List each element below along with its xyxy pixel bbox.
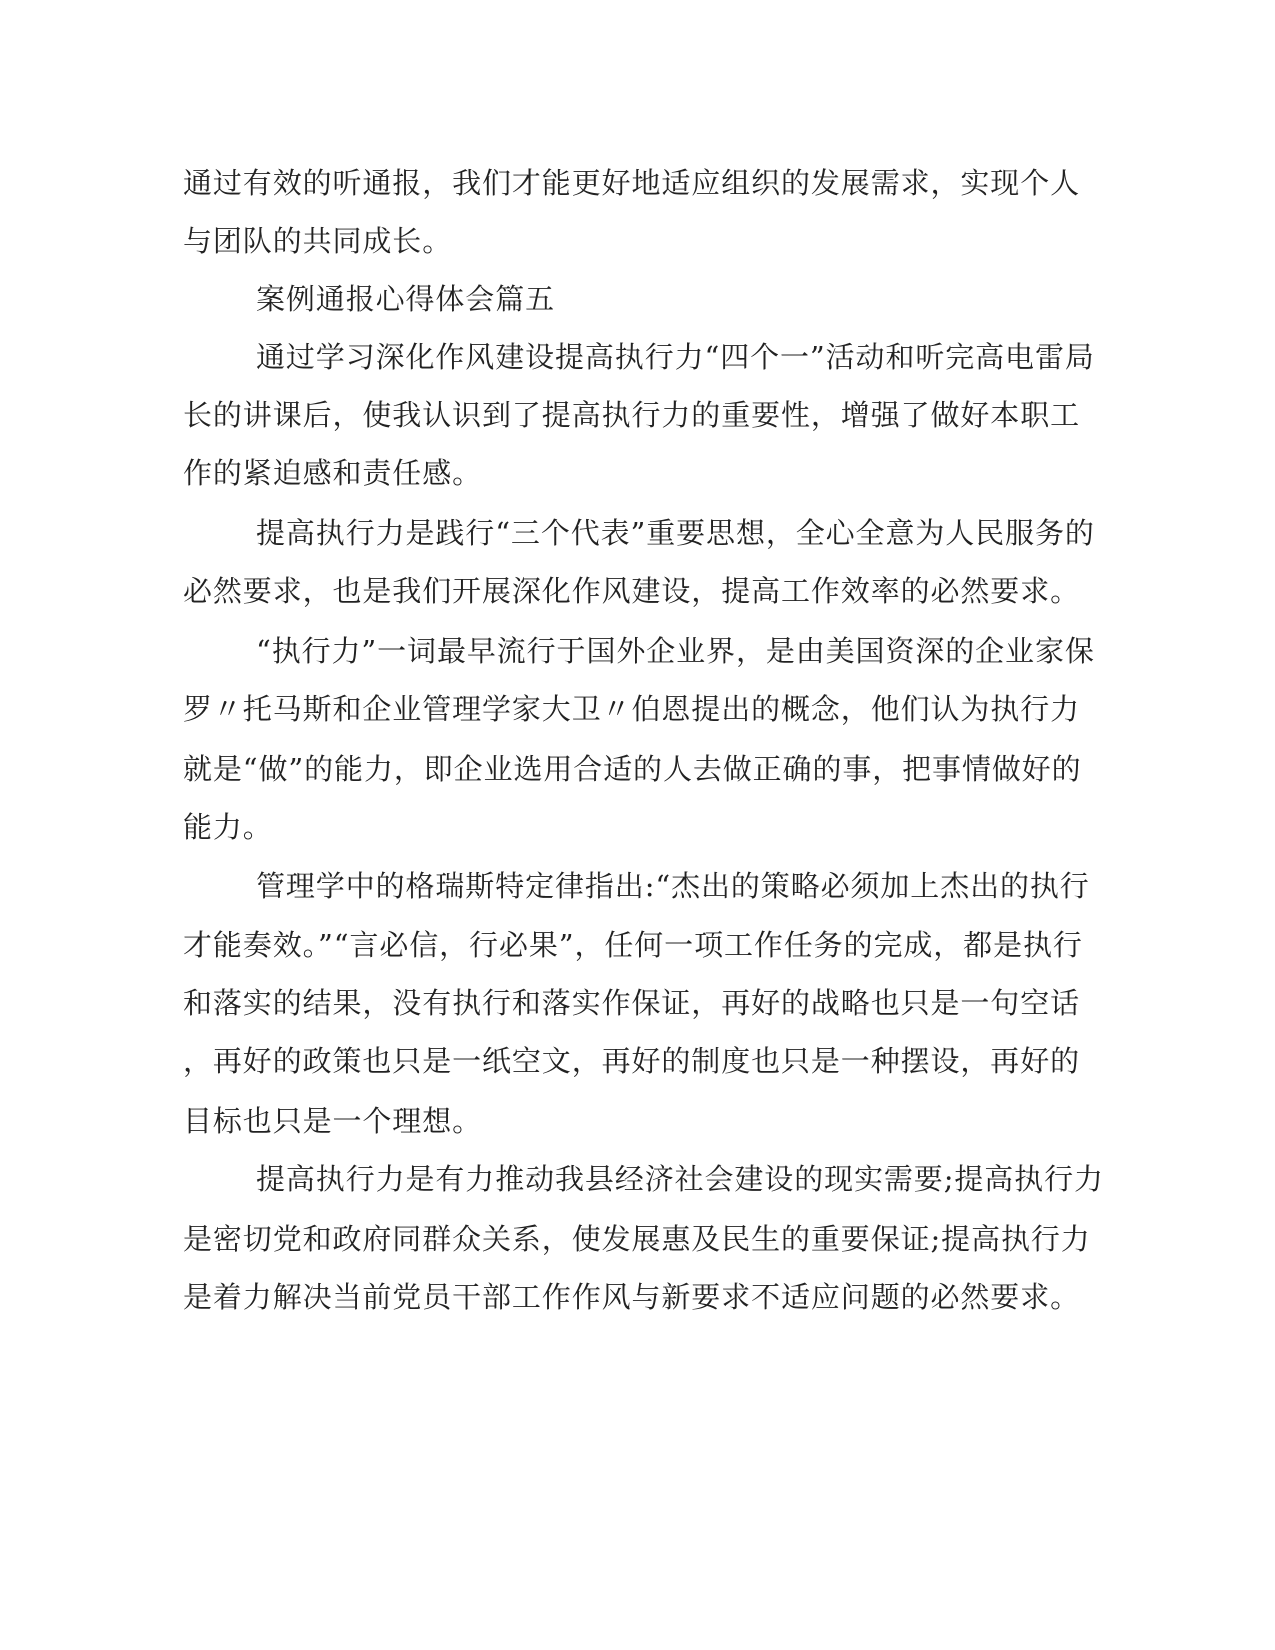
text-line: 必然要求，也是我们开展深化作风建设，提高工作效率的必然要求。 xyxy=(183,574,1081,608)
text-line: 与团队的共同成长。 xyxy=(183,224,453,258)
text-line: 目标也只是一个理想。 xyxy=(183,1104,483,1138)
text-line: 作的紧迫感和责任感。 xyxy=(183,456,483,490)
text-line: 通过有效的听通报，我们才能更好地适应组织的发展需求，实现个人 xyxy=(183,166,1081,200)
section-title: 案例通报心得体会篇五 xyxy=(256,282,556,316)
text-line: 管理学中的格瑞斯特定律指出:“杰出的策略必须加上杰出的执行 xyxy=(256,869,1090,903)
text-line: “执行力”一词最早流行于国外企业界，是由美国资深的企业家保 xyxy=(256,634,1095,668)
text-line: ，再好的政策也只是一纸空文，再好的制度也只是一种摆设，再好的 xyxy=(183,1044,1081,1078)
text-line: 提高执行力是有力推动我县经济社会建设的现实需要;提高执行力 xyxy=(256,1162,1104,1196)
text-line: 就是“做”的能力，即企业选用合适的人去做正确的事，把事情做好的 xyxy=(183,752,1082,786)
text-line: 是密切党和政府同群众关系，使发展惠及民生的重要保证;提高执行力 xyxy=(183,1222,1091,1256)
text-line: 是着力解决当前党员干部工作作风与新要求不适应问题的必然要求。 xyxy=(183,1280,1081,1314)
text-line: 长的讲课后，使我认识到了提高执行力的重要性，增强了做好本职工 xyxy=(183,398,1081,432)
text-line: 通过学习深化作风建设提高执行力“四个一”活动和听完高电雷局 xyxy=(256,340,1095,374)
text-line: 提高执行力是践行“三个代表”重要思想，全心全意为人民服务的 xyxy=(256,516,1095,550)
text-line: 和落实的结果，没有执行和落实作保证，再好的战略也只是一句空话 xyxy=(183,986,1081,1020)
text-line: 能力。 xyxy=(183,810,273,844)
text-line: 才能奏效。”“言必信，行必果”，任何一项工作任务的完成，都是执行 xyxy=(183,928,1083,962)
text-line: 罗〃托马斯和企业管理学家大卫〃伯恩提出的概念，他们认为执行力 xyxy=(183,692,1081,726)
